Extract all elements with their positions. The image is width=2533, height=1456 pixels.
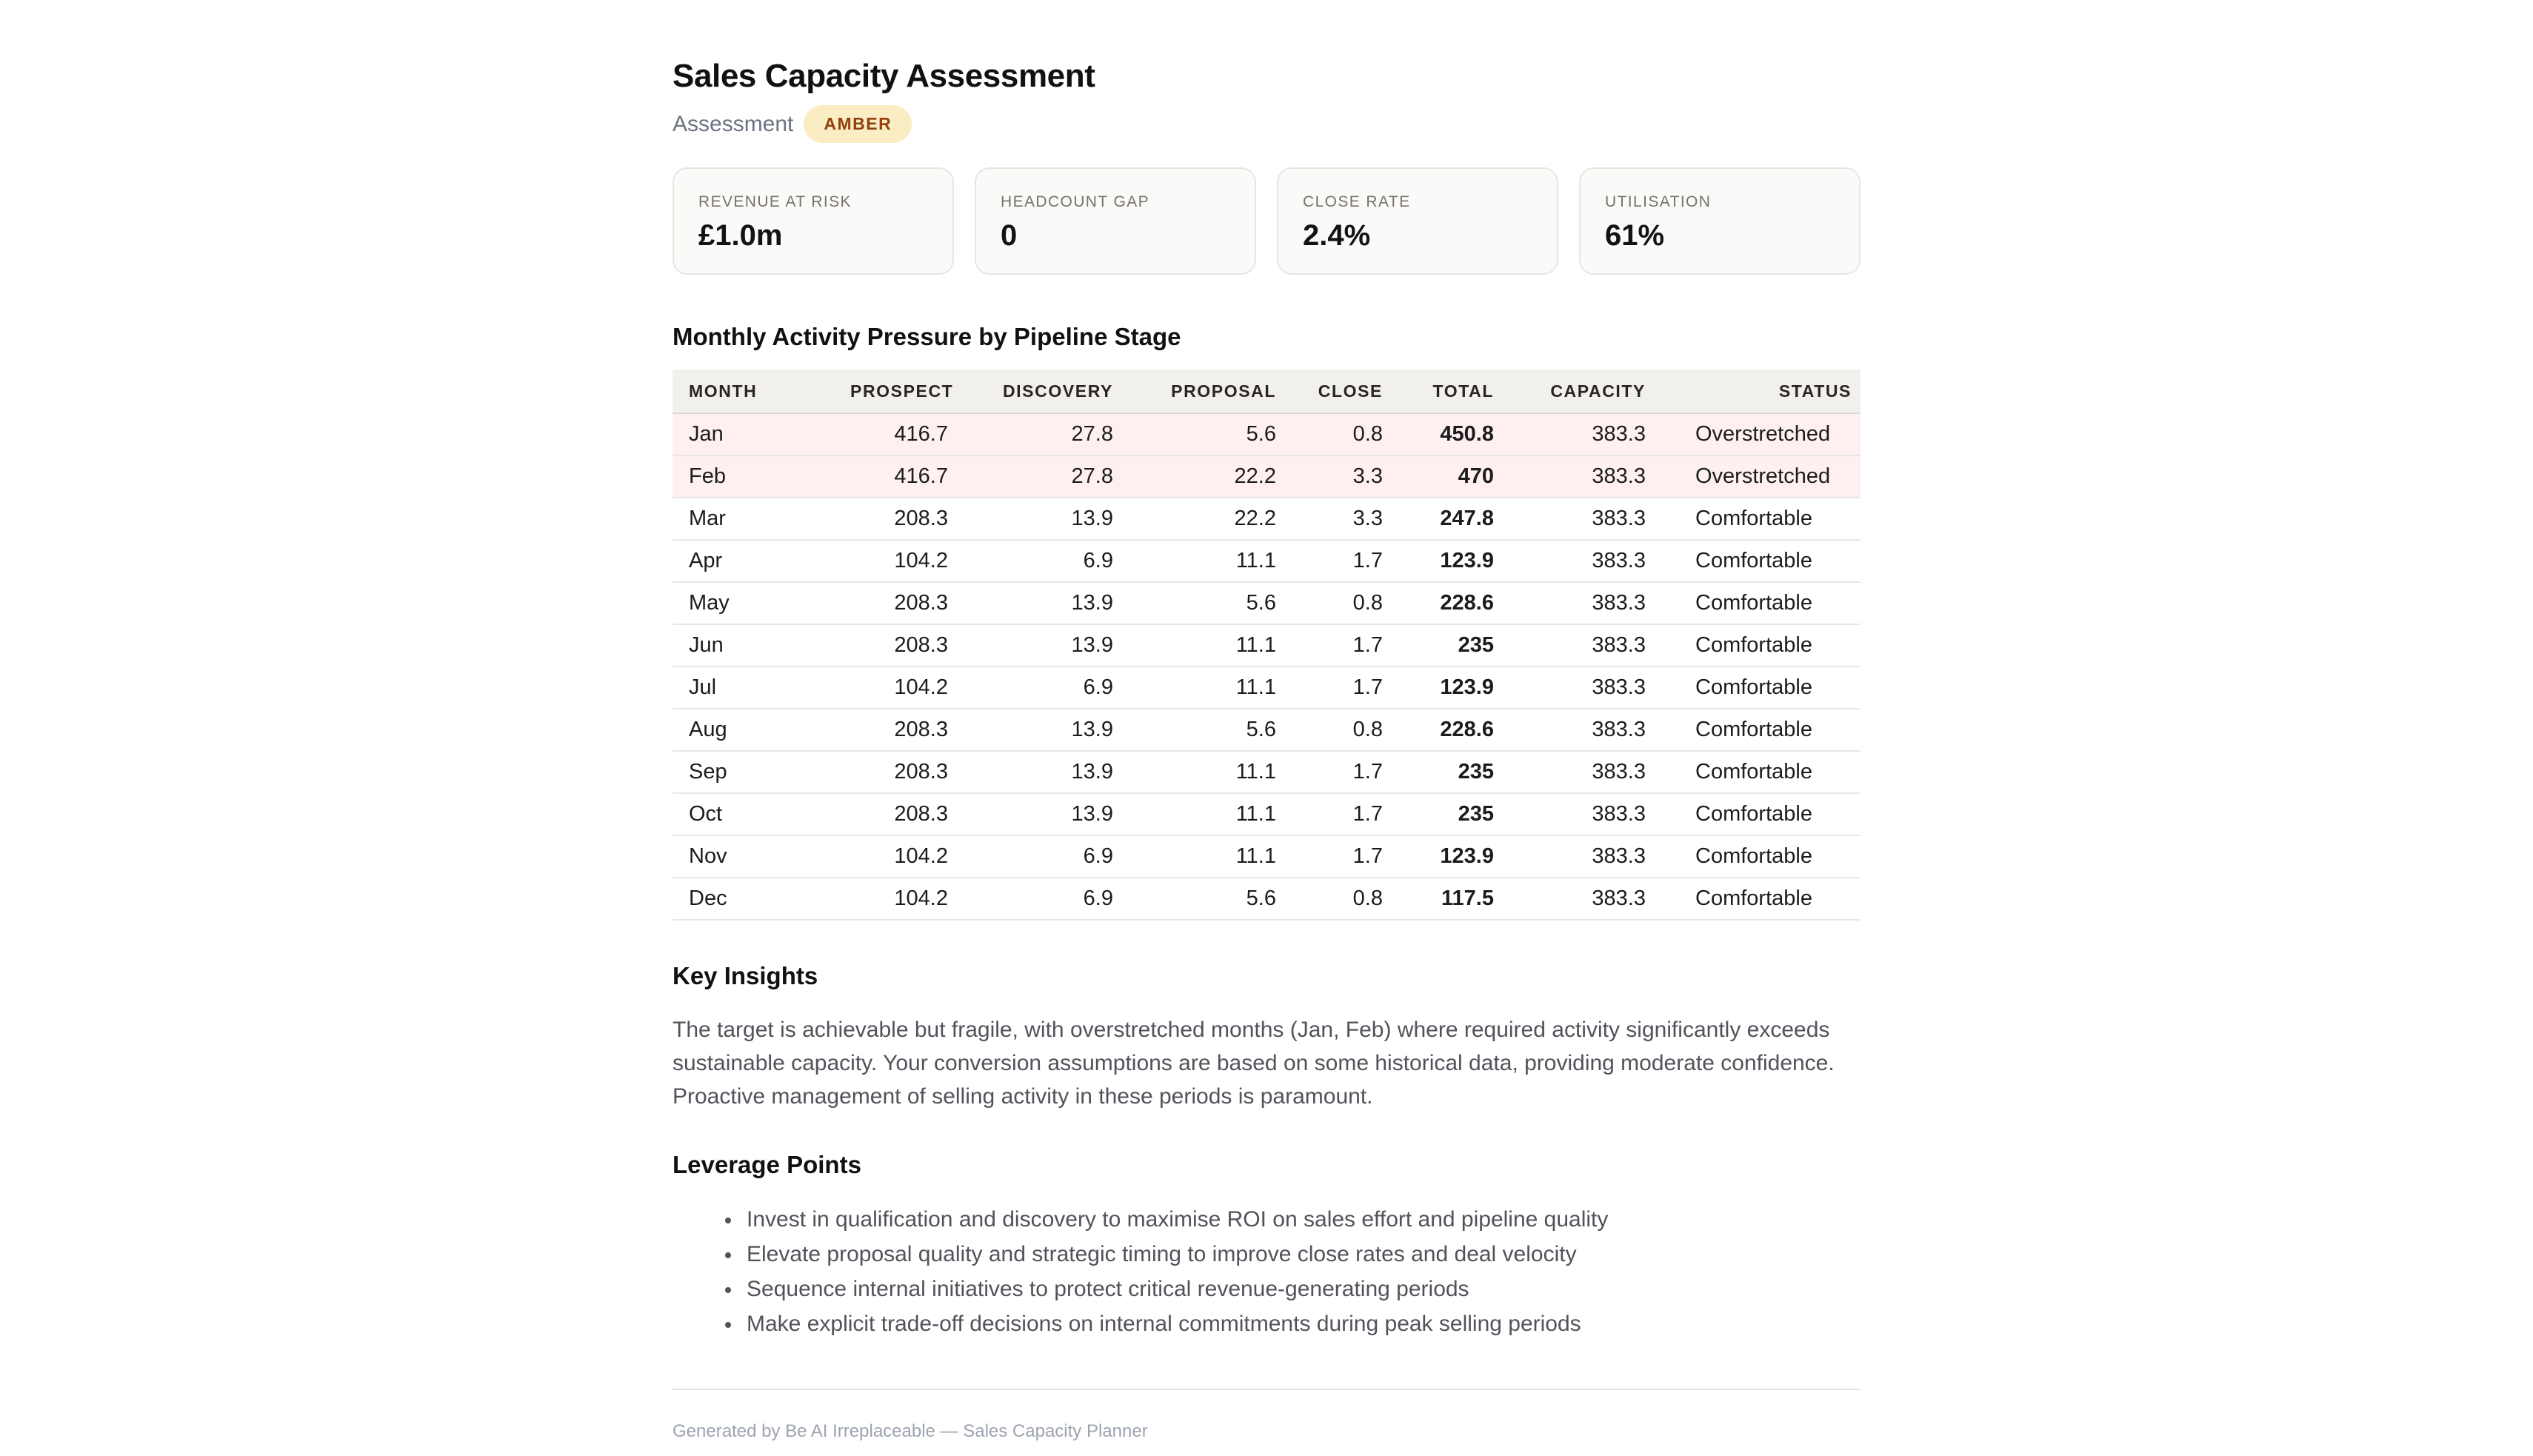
- cell-close: 1.7: [1285, 624, 1392, 667]
- cell-capacity: 383.3: [1503, 624, 1655, 667]
- stat-value: 0: [1001, 219, 1018, 252]
- cell-total: 228.6: [1392, 582, 1503, 624]
- cell-discovery: 27.8: [957, 455, 1122, 498]
- cell-discovery: 13.9: [957, 709, 1122, 751]
- cell-capacity: 383.3: [1503, 413, 1655, 455]
- stat-card-utilisation: [1579, 167, 1860, 275]
- table-row: [673, 835, 1860, 878]
- stat-value: £1.0m: [698, 219, 783, 252]
- stat-cards: [673, 167, 1860, 275]
- column-header-proposal: PROPOSAL: [1122, 370, 1285, 413]
- cell-proposal: 5.6: [1122, 582, 1285, 624]
- cell-proposal: 5.6: [1122, 709, 1285, 751]
- table-row: [673, 667, 1860, 709]
- cell-proposal: 11.1: [1122, 751, 1285, 793]
- cell-month: Dec: [673, 878, 850, 920]
- cell-close: 1.7: [1285, 835, 1392, 878]
- stat-label: REVENUE AT RISK: [698, 193, 852, 210]
- cell-discovery: 6.9: [957, 878, 1122, 920]
- stat-value: 61%: [1605, 219, 1665, 252]
- cell-capacity: 383.3: [1503, 878, 1655, 920]
- stat-label: UTILISATION: [1605, 193, 1712, 210]
- cell-month: Sep: [673, 751, 850, 793]
- cell-proposal: 22.2: [1122, 455, 1285, 498]
- cell-close: 0.8: [1285, 878, 1392, 920]
- cell-status: Comfortable: [1655, 667, 1860, 709]
- cell-close: 0.8: [1285, 413, 1392, 455]
- cell-proposal: 11.1: [1122, 540, 1285, 582]
- cell-proposal: 5.6: [1122, 413, 1285, 455]
- cell-month: May: [673, 582, 850, 624]
- cell-discovery: 6.9: [957, 835, 1122, 878]
- cell-discovery: 13.9: [957, 793, 1122, 835]
- cell-status: Comfortable: [1655, 878, 1860, 920]
- cell-status: Comfortable: [1655, 540, 1860, 582]
- stat-card-revenue-at-risk: [673, 167, 954, 275]
- leverage-title: Leverage Points: [673, 1151, 861, 1178]
- table-row: [673, 878, 1860, 920]
- cell-close: 3.3: [1285, 498, 1392, 540]
- cell-status: Comfortable: [1655, 582, 1860, 624]
- table-row: [673, 540, 1860, 582]
- cell-status: Comfortable: [1655, 751, 1860, 793]
- cell-close: 1.7: [1285, 751, 1392, 793]
- cell-close: 1.7: [1285, 793, 1392, 835]
- cell-capacity: 383.3: [1503, 667, 1655, 709]
- assessment-row: [673, 105, 1860, 143]
- cell-discovery: 13.9: [957, 624, 1122, 667]
- table-row: [673, 455, 1860, 498]
- cell-prospect: 208.3: [850, 751, 957, 793]
- leverage-item: • Sequence internal initiatives to protect critical revenue-generating periods: [742, 1272, 1860, 1306]
- cell-status: Overstretched: [1655, 455, 1860, 498]
- cell-discovery: 13.9: [957, 751, 1122, 793]
- cell-prospect: 208.3: [850, 582, 957, 624]
- cell-prospect: 208.3: [850, 709, 957, 751]
- cell-month: Nov: [673, 835, 850, 878]
- cell-prospect: 104.2: [850, 835, 957, 878]
- stat-label: CLOSE RATE: [1303, 193, 1411, 210]
- cell-total: 247.8: [1392, 498, 1503, 540]
- cell-total: 228.6: [1392, 709, 1503, 751]
- cell-total: 235: [1392, 624, 1503, 667]
- column-header-month: MONTH: [673, 370, 850, 413]
- report-page: [673, 0, 1860, 1442]
- cell-status: Comfortable: [1655, 793, 1860, 835]
- cell-close: 0.8: [1285, 582, 1392, 624]
- status-badge: AMBER: [804, 105, 912, 143]
- cell-month: Jun: [673, 624, 850, 667]
- column-header-capacity: CAPACITY: [1503, 370, 1655, 413]
- column-header-prospect: PROSPECT: [850, 370, 957, 413]
- leverage-item: • Make explicit trade-off decisions on internal commitments during peak selling periods: [742, 1306, 1860, 1341]
- table-row: [673, 709, 1860, 751]
- cell-close: 0.8: [1285, 709, 1392, 751]
- cell-total: 117.5: [1392, 878, 1503, 920]
- cell-month: Jul: [673, 667, 850, 709]
- table-row: [673, 498, 1860, 540]
- cell-total: 235: [1392, 751, 1503, 793]
- cell-month: Jan: [673, 413, 850, 455]
- assessment-label: Assessment: [673, 111, 794, 136]
- insights-title: Key Insights: [673, 962, 818, 989]
- stat-card-close-rate: [1277, 167, 1558, 275]
- cell-month: Mar: [673, 498, 850, 540]
- table-row: [673, 413, 1860, 455]
- cell-discovery: 13.9: [957, 498, 1122, 540]
- footer-divider: [673, 1389, 1860, 1390]
- cell-capacity: 383.3: [1503, 540, 1655, 582]
- cell-prospect: 104.2: [850, 878, 957, 920]
- cell-close: 1.7: [1285, 540, 1392, 582]
- cell-prospect: 416.7: [850, 455, 957, 498]
- cell-total: 235: [1392, 793, 1503, 835]
- cell-prospect: 208.3: [850, 624, 957, 667]
- cell-month: Aug: [673, 709, 850, 751]
- pressure-table: [673, 370, 1860, 921]
- stat-label: HEADCOUNT GAP: [1001, 193, 1150, 210]
- column-header-total: TOTAL: [1392, 370, 1503, 413]
- cell-capacity: 383.3: [1503, 751, 1655, 793]
- cell-close: 1.7: [1285, 667, 1392, 709]
- cell-discovery: 27.8: [957, 413, 1122, 455]
- column-header-close: CLOSE: [1285, 370, 1392, 413]
- cell-proposal: 11.1: [1122, 667, 1285, 709]
- column-header-discovery: DISCOVERY: [957, 370, 1122, 413]
- table-header-row: [673, 370, 1860, 413]
- cell-prospect: 104.2: [850, 667, 957, 709]
- cell-capacity: 383.3: [1503, 455, 1655, 498]
- cell-month: Feb: [673, 455, 850, 498]
- table-header: [673, 370, 1860, 413]
- cell-prospect: 208.3: [850, 793, 957, 835]
- table-row: [673, 793, 1860, 835]
- cell-proposal: 11.1: [1122, 624, 1285, 667]
- cell-status: Comfortable: [1655, 624, 1860, 667]
- cell-month: Oct: [673, 793, 850, 835]
- page-title: Sales Capacity Assessment: [673, 58, 1095, 94]
- cell-capacity: 383.3: [1503, 709, 1655, 751]
- table-row: [673, 582, 1860, 624]
- cell-proposal: 5.6: [1122, 878, 1285, 920]
- table-row: [673, 624, 1860, 667]
- table-body: [673, 413, 1860, 920]
- cell-capacity: 383.3: [1503, 498, 1655, 540]
- cell-status: Comfortable: [1655, 709, 1860, 751]
- stat-value: 2.4%: [1303, 219, 1371, 252]
- cell-proposal: 11.1: [1122, 793, 1285, 835]
- table-section-title: Monthly Activity Pressure by Pipeline Stage: [673, 323, 1181, 350]
- leverage-item: • Elevate proposal quality and strategic timing to improve close rates and deal velocity: [742, 1237, 1860, 1272]
- cell-prospect: 104.2: [850, 540, 957, 582]
- cell-discovery: 6.9: [957, 667, 1122, 709]
- column-header-status: STATUS: [1655, 370, 1860, 413]
- cell-total: 470: [1392, 455, 1503, 498]
- cell-total: 123.9: [1392, 540, 1503, 582]
- cell-prospect: 208.3: [850, 498, 957, 540]
- cell-discovery: 6.9: [957, 540, 1122, 582]
- cell-total: 450.8: [1392, 413, 1503, 455]
- cell-capacity: 383.3: [1503, 835, 1655, 878]
- cell-proposal: 11.1: [1122, 835, 1285, 878]
- leverage-list: [673, 1202, 1860, 1341]
- cell-month: Apr: [673, 540, 850, 582]
- cell-total: 123.9: [1392, 835, 1503, 878]
- leverage-item: • Invest in qualification and discovery to maximise ROI on sales effort and pipeline quality: [742, 1202, 1860, 1237]
- cell-capacity: 383.3: [1503, 582, 1655, 624]
- cell-discovery: 13.9: [957, 582, 1122, 624]
- cell-status: Comfortable: [1655, 498, 1860, 540]
- cell-status: Comfortable: [1655, 835, 1860, 878]
- table-row: [673, 751, 1860, 793]
- footer-note: Generated by Be AI Irreplaceable — Sales Capacity Planner: [673, 1421, 1148, 1441]
- cell-capacity: 383.3: [1503, 793, 1655, 835]
- cell-prospect: 416.7: [850, 413, 957, 455]
- cell-status: Overstretched: [1655, 413, 1860, 455]
- cell-proposal: 22.2: [1122, 498, 1285, 540]
- cell-close: 3.3: [1285, 455, 1392, 498]
- insights-paragraph: The target is achievable but fragile, with overstretched months (Jan, Feb) where required activity significantly exceeds sustainable capacity. Your conversion assumptions are based on some historical data, providing moderate confidence. Proactive management of selling activity in these periods is paramount.: [673, 1018, 1835, 1109]
- stat-card-headcount-gap: [975, 167, 1256, 275]
- cell-total: 123.9: [1392, 667, 1503, 709]
